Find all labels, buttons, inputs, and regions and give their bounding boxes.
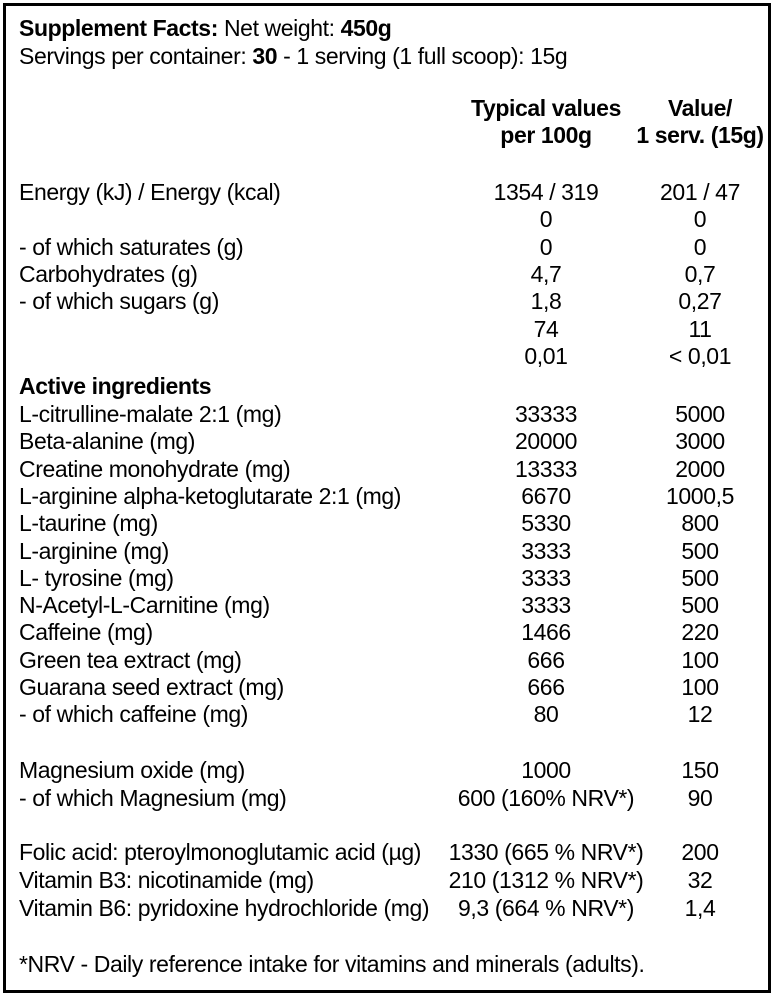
col1-line1: Typical values <box>471 95 621 121</box>
active-row-label: Green tea extract (mg) <box>19 646 242 673</box>
nutrition-row-label: - of which saturates (g) <box>19 233 244 260</box>
col1-line2: per 100g <box>500 122 592 148</box>
vitamins-row-serving-value: 1,4 <box>684 895 716 921</box>
active-row-serving-value: 3000 <box>675 428 725 455</box>
vitamins-row-per100-value: 210 (1312 % NRV*) <box>448 867 644 893</box>
active-row-serving-value: 2000 <box>675 455 725 482</box>
active-row-per100-value: 20000 <box>515 428 577 455</box>
minerals-row-label: - of which Magnesium (mg) <box>19 785 287 811</box>
active-row-label: L-taurine (mg) <box>19 510 158 537</box>
minerals-row-per100-value: 600 (160% NRV*) <box>457 785 635 811</box>
nutrition-row-per100-value: 0 <box>539 206 553 233</box>
nutrition-row-serving-value: 0,27 <box>678 288 722 315</box>
active-row-serving-value: 500 <box>681 537 719 564</box>
active-row-serving-value: 12 <box>687 701 713 728</box>
active-row-per100-value: 5330 <box>521 510 571 537</box>
minerals-row-serving-value: 150 <box>681 757 719 783</box>
nutrition-row-label: - of which sugars (g) <box>19 288 219 315</box>
active-ingredients-heading: Active ingredients <box>19 373 212 399</box>
minerals-row-per100-value: 1000 <box>521 757 571 783</box>
footnote: *NRV - Daily reference intake for vitamins and minerals (adults). <box>19 951 645 977</box>
active-row-per100-value: 80 <box>533 701 559 728</box>
vitamins-row-label: Vitamin B6: pyridoxine hydrochloride (mg) <box>19 895 430 921</box>
vitamins-row-label: Vitamin B3: nicotinamide (mg) <box>19 867 314 893</box>
vitamins-row-per100-value: 9,3 (664 % NRV*) <box>458 895 634 921</box>
facts-label: Supplement Facts: <box>19 15 218 41</box>
column-header-serving <box>620 95 778 149</box>
active-row-per100-value: 13333 <box>515 455 577 482</box>
servings-line <box>19 43 567 70</box>
active-row-label: Creatine monohydrate (mg) <box>19 455 291 482</box>
servings-value: 30 <box>252 43 278 69</box>
active-row-serving-value: 500 <box>681 564 719 591</box>
active-row-label: Caffeine (mg) <box>19 619 153 646</box>
active-row-serving-value: 5000 <box>675 401 725 427</box>
active-row-serving-value: 220 <box>681 619 719 646</box>
active-row-label: Guarana seed extract (mg) <box>19 674 284 700</box>
active-row-per100-value: 3333 <box>521 537 571 564</box>
active-row-serving-value: 1000,5 <box>666 482 734 509</box>
active-row-label: N-Acetyl-L-Carnitine (mg) <box>19 592 270 619</box>
active-row-per100-value: 666 <box>527 646 565 673</box>
active-row-serving-value: 100 <box>681 646 719 673</box>
col2-line1: Value/ <box>667 95 733 121</box>
servings-label: Servings per container: <box>19 43 247 69</box>
minerals-row-serving-value: 90 <box>687 785 713 811</box>
net-weight-label: Net weight: <box>223 15 335 41</box>
vitamins-row-per100-value: 1330 (665 % NRV*) <box>448 839 644 865</box>
nutrition-row-per100-value: 4,7 <box>530 260 562 287</box>
active-row-per100-value: 666 <box>527 674 565 700</box>
nutrition-row-serving-value: 11 <box>688 315 712 342</box>
nutrition-row-per100-value: 0 <box>539 233 553 260</box>
nutrition-row-label: Carbohydrates (g) <box>19 260 198 287</box>
vitamins-row-serving-value: 200 <box>681 839 719 865</box>
title-line <box>19 15 391 42</box>
col2-line2: 1 serv. (15g) <box>636 122 764 148</box>
nutrition-row-serving-value: 0,7 <box>684 260 716 287</box>
active-row-label: - of which caffeine (mg) <box>19 701 249 728</box>
minerals-row-label: Magnesium oxide (mg) <box>19 757 245 783</box>
active-row-label: L-arginine (mg) <box>19 537 169 564</box>
nutrition-row-serving-value: 0 <box>693 206 707 233</box>
active-row-label: L-citrulline-malate 2:1 (mg) <box>19 401 282 427</box>
vitamins-row-label: Folic acid: pteroylmonoglutamic acid (µg) <box>19 839 422 865</box>
column-header-per100 <box>446 95 646 149</box>
serving-size: - 1 serving (1 full scoop): 15g <box>283 43 568 69</box>
nutrition-row-per100-value: 74 <box>533 315 559 342</box>
active-row-serving-value: 800 <box>681 510 719 537</box>
nutrition-row-serving-value: 201 / 47 <box>660 179 740 205</box>
nutrition-row-per100-value: 1354 / 319 <box>493 179 599 205</box>
active-row-serving-value: 100 <box>681 674 719 700</box>
active-row-label: L-arginine alpha-ketoglutarate 2:1 (mg) <box>19 482 402 509</box>
active-row-per100-value: 3333 <box>521 592 571 619</box>
nutrition-row-label: Energy (kJ) / Energy (kcal) <box>19 179 281 205</box>
active-row-serving-value: 500 <box>681 592 719 619</box>
nutrition-row-serving-value: < 0,01 <box>668 342 732 369</box>
active-row-label: Beta-alanine (mg) <box>19 428 196 455</box>
net-weight-value: 450g <box>340 15 392 41</box>
vitamins-row-serving-value: 32 <box>687 867 713 893</box>
active-row-label: L- tyrosine (mg) <box>19 564 174 591</box>
nutrition-row-per100-value: 0,01 <box>524 342 568 369</box>
active-row-per100-value: 3333 <box>521 564 571 591</box>
nutrition-row-serving-value: 0 <box>693 233 707 260</box>
active-row-per100-value: 33333 <box>515 401 577 427</box>
active-row-per100-value: 1466 <box>521 619 571 646</box>
supplement-facts-panel <box>3 3 771 993</box>
nutrition-row-per100-value: 1,8 <box>530 288 562 315</box>
active-row-per100-value: 6670 <box>521 482 571 509</box>
